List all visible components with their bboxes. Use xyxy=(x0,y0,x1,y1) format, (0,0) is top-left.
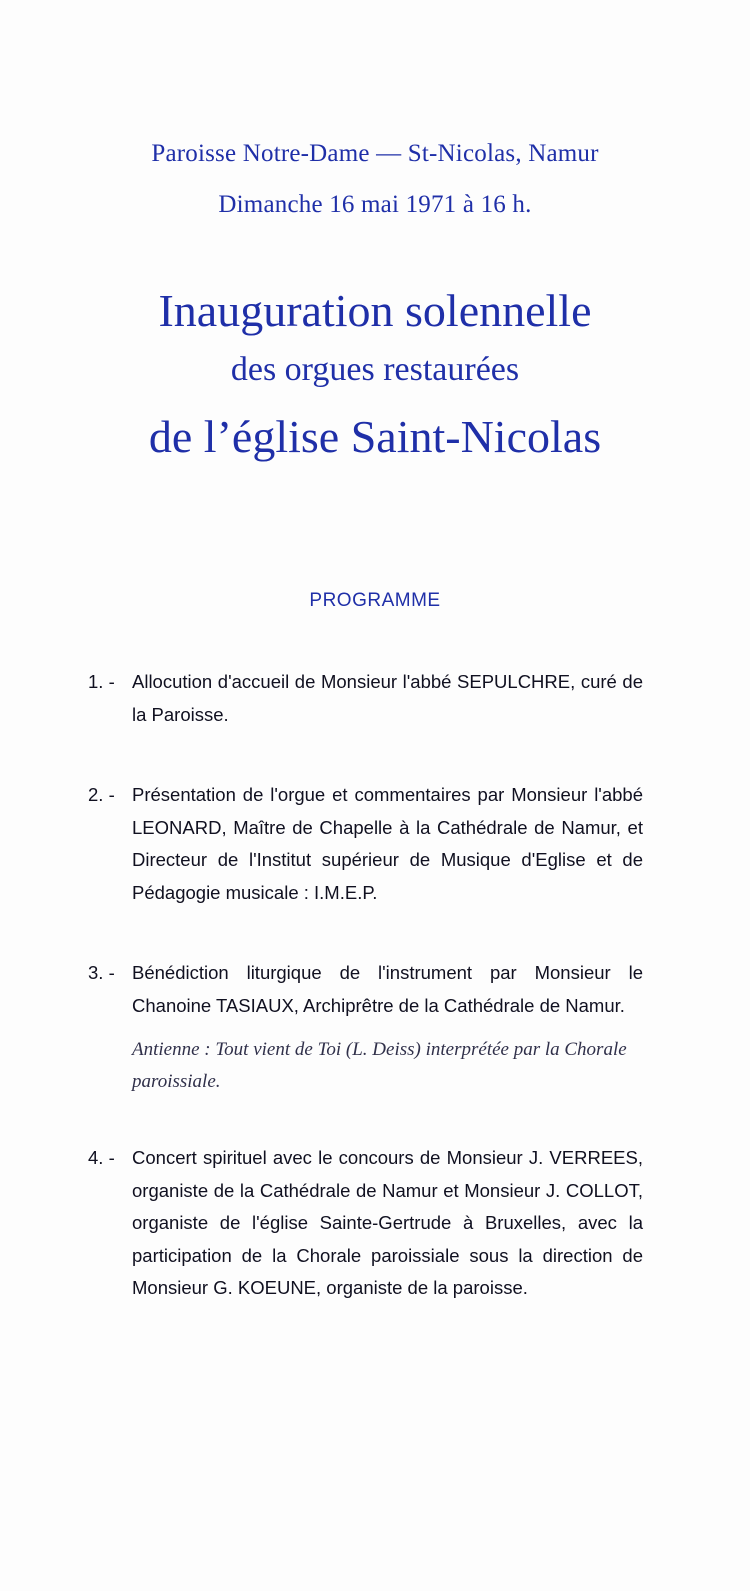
title-line-2: des orgues restaurées xyxy=(230,351,520,388)
item-text: Concert spirituel avec le concours de Monsieur J. VERREES, organiste de la Cathédrale de Namur et Monsieur J. COLLOT, organiste de l'église Sainte-Gertrude à Bruxelles, avec la participation de la Chorale paroissiale sous la direction de Monsieur G. KOEUNE, organiste de la paroisse. xyxy=(132,1147,643,1298)
programme-item-3 xyxy=(88,957,643,1098)
programme-item-2 xyxy=(88,779,643,909)
title-line-1: Inauguration solennelle xyxy=(158,285,592,336)
parish-name: Paroisse Notre-Dame — St-Nicolas, Namur xyxy=(151,140,599,167)
antiphon-note: Antienne : Tout vient de Toi (L. Deiss) interprétée par la Chorale paroissiale. xyxy=(132,1039,627,1092)
item-number: 2. - xyxy=(88,784,115,805)
title-line-3: de l’église Saint-Nicolas xyxy=(148,411,602,462)
item-number: 4. - xyxy=(88,1147,115,1168)
programme-heading: PROGRAMME xyxy=(309,590,441,611)
item-number: 1. - xyxy=(88,671,115,692)
item-text: Présentation de l'orgue et commentaires par Monsieur l'abbé LEONARD, Maître de Chapelle à la Cathédrale de Namur, et Directeur de l'Institut supérieur de Musique d'Eglise et de Pédagogie musicale : I.M.E.P. xyxy=(132,784,643,903)
item-text: Allocution d'accueil de Monsieur l'abbé SEPULCHRE, curé de la Paroisse. xyxy=(132,671,643,725)
item-number: 3. - xyxy=(88,962,115,983)
programme-item-1 xyxy=(88,666,643,731)
event-date: Dimanche 16 mai 1971 à 16 h. xyxy=(218,191,532,218)
item-text: Bénédiction liturgique de l'instrument par Monsieur le Chanoine TASIAUX, Archiprêtre de la Cathédrale de Namur. xyxy=(132,962,643,1016)
programme-item-4 xyxy=(88,1142,643,1305)
